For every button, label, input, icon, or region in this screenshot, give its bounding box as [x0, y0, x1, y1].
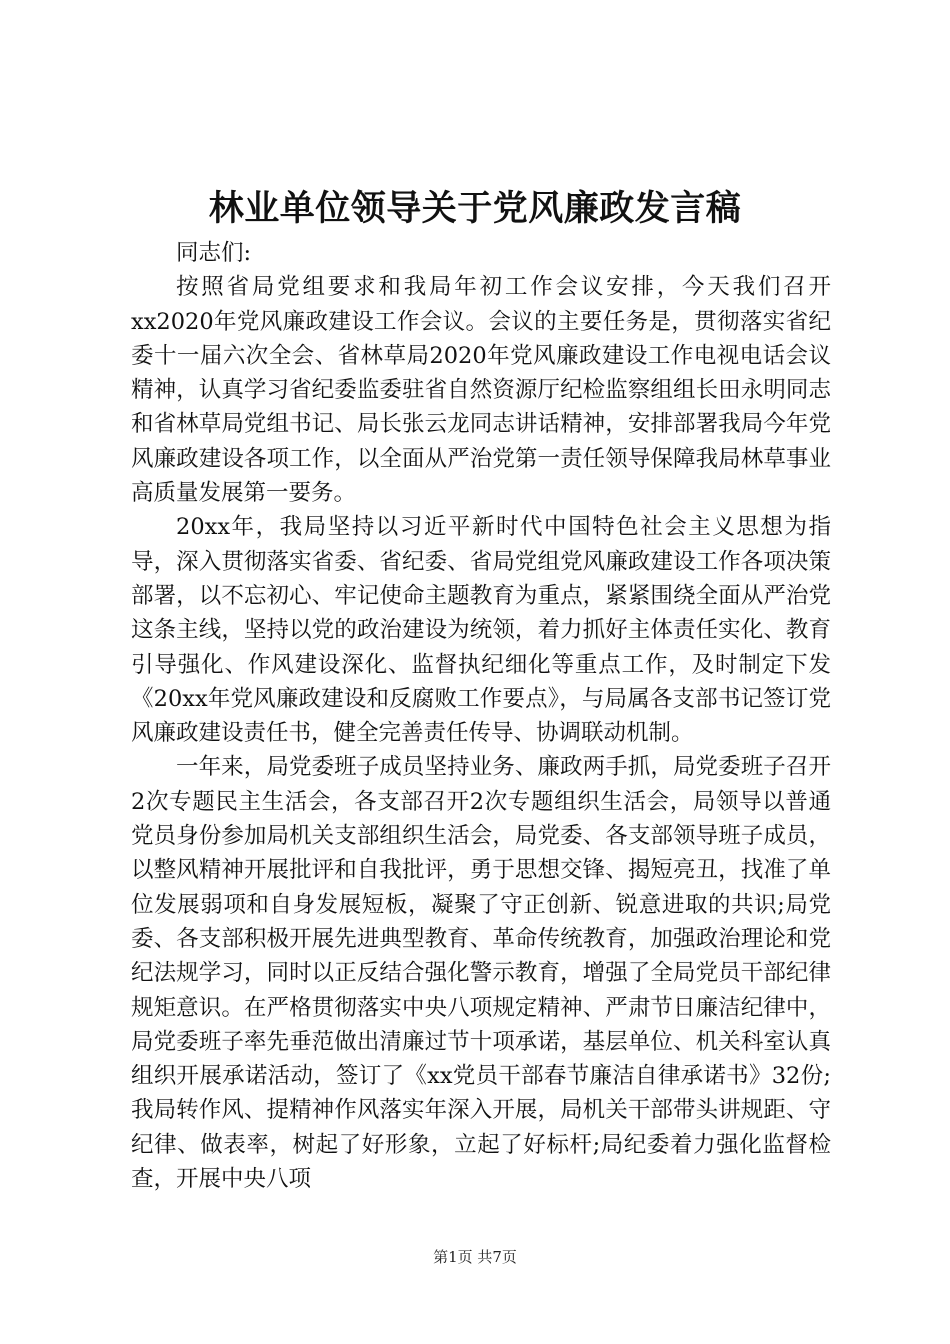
document-title: 林业单位领导关于党风廉政发言稿	[208, 189, 742, 229]
paragraph-2: 20xx年，我局坚持以习近平新时代中国特色社会主义思想为指导，深入贯彻落实省委、省纪委、省局党组党风廉政建设工作各项决策部署，以不忘初心、牢记使命主题教育为重点，紧紧围绕全面从严治党这条主线，坚持以党的政治建设为统领，着力抓好主体责任实化、教育引导强化、作风建设深化、监督执纪细化等重点工作，及时制定下发《20xx年党风廉政建设和反腐败工作要点》，与局属各支部书记签订党风廉政建设责任书，健全完善责任传导、协调联动机制。	[131, 514, 831, 747]
paragraph-1: 按照省局党组要求和我局年初工作会议安排，今天我们召开xx2020年党风廉政建设工作会议。会议的主要任务是，贯彻落实省纪委十一届六次全会、省林草局2020年党风廉政建设工作电视电话会议精神，认真学习省纪委监委驻省自然资源厅纪检监察组组长田永明同志和省林草局党组书记、局长张云龙同志讲话精神，安排部署我局今年党风廉政建设各项工作，以全面从严治党第一责任领导保障我局林草事业高质量发展第一要务。	[131, 274, 831, 507]
page-number-footer: 第1页 共7页	[433, 1248, 517, 1266]
salutation: 同志们:	[176, 240, 252, 266]
document-body	[131, 236, 831, 1196]
paragraph-3: 一年来，局党委班子成员坚持业务、廉政两手抓，局党委班子召开2次专题民主生活会，各支部召开2次专题组织生活会，局领导以普通党员身份参加局机关支部组织生活会，局党委、各支部领导班子成员，以整风精神开展批评和自我批评，勇于思想交锋、揭短亮丑，找准了单位发展弱项和自身发展短板，凝聚了守正创新、锐意进取的共识;局党委、各支部积极开展先进典型教育、革命传统教育，加强政治理论和党纪法规学习，同时以正反结合强化警示教育，增强了全局党员干部纪律规矩意识。在严格贯彻落实中央八项规定精神、严肃节日廉洁纪律中，局党委班子率先垂范做出清廉过节十项承诺，基层单位、机关科室认真组织开展承诺活动，签订了《xx党员干部春节廉洁自律承诺书》32份;我局转作风、提精神作风落实年深入开展，局机关干部带头讲规距、守纪律、做表率，树起了好形象，立起了好标杆;局纪委着力强化监督检查，开展中央八项	[131, 754, 831, 1193]
